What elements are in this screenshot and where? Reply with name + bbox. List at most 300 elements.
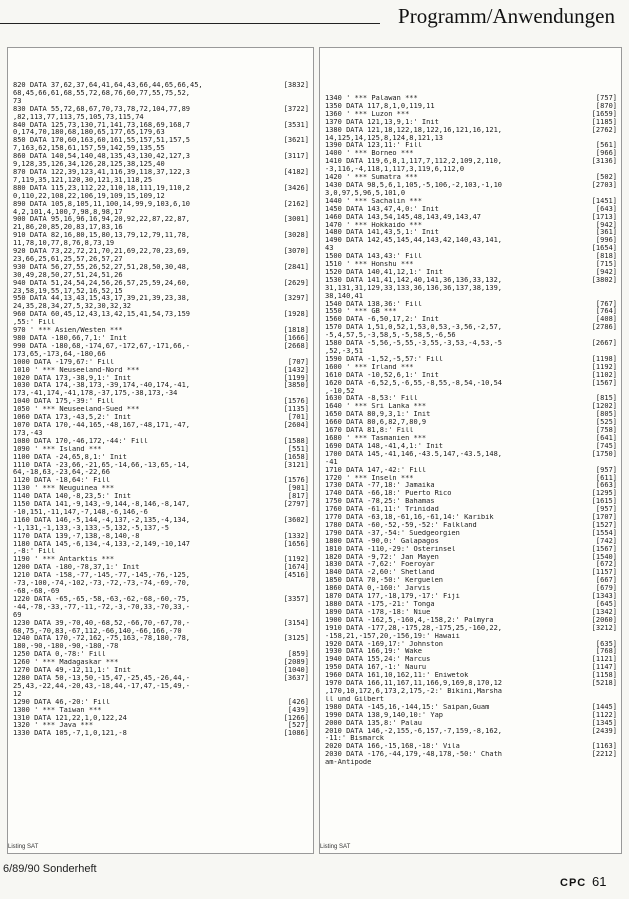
code-text: 1450 DATA 143,47,4,0:' Init: [325, 205, 439, 213]
listing-line: [325, 759, 617, 767]
checksum: [715]: [595, 260, 617, 269]
code-text: 830 DATA 55,72,68,67,70,73,78,72,104,77,89: [13, 105, 191, 113]
code-text: 1730 DATA -77,18:' Jamaika: [325, 482, 435, 490]
listing-line: [325, 561, 617, 569]
listing-line: [13, 635, 309, 643]
listing-line: [325, 237, 617, 245]
checksum: [1576]: [283, 397, 309, 406]
checksum: [3357]: [283, 594, 309, 603]
checksum: [525]: [595, 418, 617, 427]
listing-line: [325, 475, 617, 483]
listing-line: [325, 704, 617, 712]
listing-line: [325, 751, 617, 759]
checksum: [767]: [595, 299, 617, 308]
checksum: [5218]: [591, 679, 617, 688]
checksum: [1527]: [591, 520, 617, 529]
listing-line: [13, 691, 309, 699]
listing-line: [325, 459, 617, 467]
listing-line: [13, 651, 309, 659]
code-text: 1040 DATA 175,-39:' Fill: [13, 398, 115, 406]
code-text: 7,163,62,158,61,157,59,142,59,135,55: [13, 145, 165, 153]
listing-line: [325, 301, 617, 309]
listing-line: [325, 577, 617, 585]
code-text: 1910 DATA -177,28,-175,28,-175,25,-160,22,: [325, 624, 503, 632]
code-text: 1210 DATA -158,-77,-145,-77,-145,-76,-125,: [13, 572, 191, 580]
code-text: 1590 DATA -1,52,-5,57:' Fill: [325, 355, 444, 363]
checksum: [672]: [595, 560, 617, 569]
code-text: 1510 ' *** Honshu ***: [325, 261, 414, 269]
checksum: [1818]: [283, 326, 309, 335]
code-text: 2010 DATA 146,-2,155,-6,157,-7,159,-8,162,: [325, 727, 503, 735]
code-text: 1930 DATA 166,19:' Wake: [325, 648, 422, 656]
code-text: 1900 DATA -162,5,-160,4,-158,2:' Palmyra: [325, 616, 494, 624]
code-text: 0,174,70,180,68,180,65,177,65,179,63: [13, 129, 165, 137]
code-text: 950 DATA 44,13,43,15,43,17,39,21,39,23,38,: [13, 295, 191, 303]
checksum: [2841]: [283, 262, 309, 271]
checksum: [1086]: [283, 729, 309, 738]
code-text: 1350 DATA 117,8,1,0,119,11: [325, 102, 435, 110]
checksum: [870]: [595, 101, 617, 110]
code-text: 910 DATA 82,16,80,15,80,13,79,12,79,11,78,: [13, 232, 191, 240]
listing-line: [13, 707, 309, 715]
code-text: 1370 DATA 121,13,9,1:' Init: [325, 118, 439, 126]
code-text: 73: [13, 97, 22, 105]
code-text: 1860 DATA 0,-160:' Jarvis: [325, 585, 431, 593]
code-text: 1820 DATA -9,72:' Jan Mayen: [325, 553, 439, 561]
listing-line: [13, 169, 309, 177]
code-text: 1190 ' *** Antarktis ***: [13, 556, 115, 564]
code-text: 1320 ' *** Java ***: [13, 722, 94, 730]
code-text: -68,-68,-69: [13, 588, 60, 595]
checksum: [1163]: [591, 742, 617, 751]
code-text: 880 DATA 115,23,112,22,110,18,111,19,110,2: [13, 184, 191, 192]
listing-line: [13, 390, 309, 398]
checksum: [3621]: [283, 136, 309, 145]
checksum: [1332]: [283, 531, 309, 540]
listing-line: [325, 633, 617, 641]
checksum: [707]: [287, 357, 309, 366]
checksum: [667]: [595, 576, 617, 585]
listing-line: [325, 530, 617, 538]
checksum: [1102]: [591, 370, 617, 379]
code-text: 1880 DATA -175,-21:' Tonga: [325, 601, 435, 608]
listing-line: [13, 699, 309, 707]
listing-line: [325, 498, 617, 506]
listing-line: [13, 493, 309, 501]
listing-panel-right: [319, 47, 622, 854]
listing-line: [325, 95, 617, 103]
code-text: 1150 DATA 141,-9,143,-9,144,-8,146,-8,147,: [13, 501, 191, 509]
code-text: 1520 DATA 140,41,12,1:' Init: [325, 268, 444, 276]
listing-line: [325, 364, 617, 372]
code-text: 31,131,31,129,33,133,36,136,36,137,38,139,: [325, 284, 503, 292]
code-text: 7,119,35,121,120,30,121,31,118,25: [13, 176, 153, 184]
section-title: Programm/Anwendungen: [398, 4, 615, 28]
code-text: 1410 DATA 119,6,8,1,117,7,112,2,109,2,110,: [325, 158, 503, 166]
listing-line: [325, 135, 617, 143]
checksum: [1713]: [591, 212, 617, 221]
page-number: 61: [592, 874, 607, 889]
listing-line: [325, 316, 617, 324]
checksum: [1266]: [283, 713, 309, 722]
listing-line: [325, 229, 617, 237]
code-text: 1530 DATA 141,41,142,40,141,36,136,33,132,: [325, 276, 503, 284]
checksum: [3297]: [283, 294, 309, 303]
checksum: [3426]: [283, 183, 309, 192]
listing-line: [13, 359, 309, 367]
listing-line: [325, 506, 617, 514]
listing-line: [13, 485, 309, 493]
checksum: [1135]: [283, 405, 309, 414]
listing-line: [13, 556, 309, 564]
checksum: [1199]: [283, 373, 309, 382]
code-text: 1700 DATA 145,-41,146,-43.5,147,-43.5,148,: [325, 450, 503, 458]
listing-line: [13, 232, 309, 240]
issue-label: 6/89/90 Sonderheft: [3, 863, 97, 875]
code-listing-right: [325, 95, 617, 767]
listing-line: [13, 224, 309, 232]
code-text: 970 ' *** Asien/Westen ***: [13, 327, 123, 335]
code-text: 820 DATA 37,62,37,64,41,64,43,66,44,65,66,45,: [13, 82, 203, 89]
listing-line: [325, 720, 617, 728]
code-text: 980 DATA -180,66,7,1:' Init: [13, 335, 127, 342]
magazine-brand: CPC: [560, 877, 587, 889]
code-text: 1380 DATA 121,18,122,18,122,16,121,16,121,: [325, 126, 503, 134]
listing-line: [13, 667, 309, 675]
listing-line: [13, 446, 309, 454]
listing-line: [13, 454, 309, 462]
listing-line: [325, 222, 617, 230]
code-text: ,-10,52: [325, 387, 355, 395]
code-text: 1090 ' *** Island ***: [13, 445, 102, 453]
listing-line: [13, 98, 309, 106]
listing-line: [13, 280, 309, 288]
checksum: [2162]: [283, 199, 309, 208]
code-text: 1550 ' *** GB ***: [325, 308, 397, 316]
code-text: 1610 DATA -10,52,6,1:' Init: [325, 371, 439, 379]
code-text: -3,116,-4,118,1,117,3,119,6,112,0: [325, 166, 465, 174]
checksum: [1343]: [591, 592, 617, 601]
checksum: [1554]: [591, 528, 617, 537]
checksum: [805]: [595, 410, 617, 419]
code-text: 920 DATA 73,22,72,21,70,21,69,22,70,23,69,: [13, 248, 191, 256]
code-text: -10,151,-11,147,-7,148,-6,146,-6: [13, 508, 148, 516]
code-text: 1760 DATA -61,11:' Trinidad: [325, 506, 439, 514]
code-text: 1070 DATA 170,-44,165,-48,167,-48,171,-47,: [13, 421, 191, 429]
code-text: 1660 DATA 80,6,82,7,80,9: [325, 419, 427, 427]
checksum: [757]: [595, 94, 617, 102]
checksum: [1567]: [591, 544, 617, 553]
listing-line: [325, 688, 617, 696]
listing-line: [13, 469, 309, 477]
checksum: [1588]: [283, 436, 309, 445]
code-text: 1140 DATA 140,-8,23,5:' Init: [13, 493, 132, 501]
code-text: 1240 DATA 170,-72,162,-75,163,-78,180,-78,: [13, 635, 191, 643]
listing-line: [325, 103, 617, 111]
code-text: 1670 DATA 81,8:' Fill: [325, 427, 414, 435]
listing-line: [13, 477, 309, 485]
checksum: [439]: [287, 705, 309, 714]
code-text: 1170 DATA 139,-7,138,-8,140,-8: [13, 532, 140, 540]
checksum: [561]: [595, 141, 617, 150]
listing-line: [13, 90, 309, 98]
listing-line: [325, 190, 617, 198]
checksum: [426]: [287, 697, 309, 706]
listing-line: [13, 216, 309, 224]
listing-line: [325, 214, 617, 222]
listing-line: [13, 193, 309, 201]
listing-line: [325, 127, 617, 135]
checksum: [966]: [595, 149, 617, 158]
listing-line: [325, 206, 617, 214]
listing-line: [325, 111, 617, 119]
listing-line: [325, 285, 617, 293]
code-text: 68,75,-70,83,-67,112,-66,140,-66,166,-70: [13, 627, 182, 635]
listing-label-left: Listing SAT: [8, 844, 39, 850]
checksum: [643]: [595, 204, 617, 213]
code-text: 24,35,28,34,27,5,32,30,32,32: [13, 303, 132, 311]
listing-line: [325, 324, 617, 332]
checksum: [1192]: [591, 362, 617, 371]
listing-line: [13, 730, 309, 738]
checksum: [1158]: [591, 671, 617, 680]
code-text: ll und Gilbert: [325, 695, 385, 703]
checksum: [2439]: [591, 726, 617, 735]
listing-line: [13, 580, 309, 588]
checksum: [1707]: [591, 513, 617, 522]
code-text: 1870 DATA 177,-18,179,-17:' Fiji: [325, 593, 460, 601]
code-text: am-Antipode: [325, 759, 372, 767]
code-text: 1120 DATA -18,64:' Fill: [13, 477, 110, 485]
code-text: 1780 DATA -60,-52,-59,-52:' Falkland: [325, 521, 477, 529]
code-text: 1960 DATA 161,10,162,11:' Eniwetok: [325, 672, 469, 680]
listing-line: [325, 182, 617, 190]
listing-line: [13, 209, 309, 217]
listing-line: [13, 288, 309, 296]
code-text: 1620 DATA -6,52,5,-6,55,-8,55,-8,54,-10,54: [325, 379, 503, 387]
code-text: 1850 DATA 70,-50:' Kerguelen: [325, 577, 444, 585]
checksum: [3832]: [283, 81, 309, 89]
checksum: [957]: [595, 505, 617, 514]
checksum: [1345]: [591, 718, 617, 727]
listing-line: [13, 572, 309, 580]
code-text: 1180 DATA 145,-6,134,-4,133,-2,149,-10,147: [13, 540, 191, 548]
listing-line: [325, 467, 617, 475]
listing-line: [325, 735, 617, 743]
listing-line: [13, 509, 309, 517]
checksum: [3121]: [283, 460, 309, 469]
listing-line: [325, 728, 617, 736]
listing-line: [325, 411, 617, 419]
code-text: 1970 DATA 166,11,167,11,166,9,169,8,170,12: [325, 680, 503, 688]
code-text: 173,-43: [13, 429, 43, 437]
listing-line: [13, 422, 309, 430]
checksum: [3212]: [591, 623, 617, 632]
listing-line: [13, 525, 309, 533]
code-text: -41: [325, 458, 338, 466]
listing-line: [13, 382, 309, 390]
code-text: 870 DATA 122,39,123,41,116,39,118,37,122,3: [13, 168, 191, 176]
checksum: [551]: [287, 444, 309, 453]
code-text: 1360 ' *** Luzon ***: [325, 110, 410, 118]
code-text: 4,2,101,4,100,7,98,8,98,17: [13, 208, 123, 216]
listing-line: [13, 501, 309, 509]
code-text: 900 DATA 95,16,96,16,94,20,92,22,87,22,87,: [13, 216, 191, 224]
listing-line: [325, 672, 617, 680]
code-text: 1740 DATA -66,18:' Puerto Rico: [325, 490, 452, 498]
listing-line: [13, 114, 309, 122]
checksum: [2668]: [283, 341, 309, 350]
listing-line: [325, 261, 617, 269]
checksum: [1928]: [283, 310, 309, 319]
code-text: 1300 ' *** Taiwan ***: [13, 706, 102, 714]
code-text: ,52,-3,51: [325, 348, 363, 355]
checksum: [815]: [595, 394, 617, 403]
listing-line: [13, 533, 309, 541]
listing-line: [13, 722, 309, 730]
code-text: ,-8:' Fill: [13, 548, 56, 556]
code-text: 1280 DATA 50,-13,50,-15,47,-25,45,-26,44,-: [13, 674, 191, 682]
checksum: [1540]: [591, 552, 617, 561]
listing-panel-left: [7, 47, 314, 854]
code-text: 940 DATA 51,24,54,24,56,26,57,25,59,24,60,: [13, 279, 191, 287]
checksum: [745]: [595, 441, 617, 450]
listing-line: [325, 569, 617, 577]
code-text: 2020 DATA 166,-15,168,-18:' Vila: [325, 743, 460, 751]
checksum: [1192]: [283, 555, 309, 564]
checksum: [3125]: [283, 634, 309, 643]
code-text: 1310 DATA 121,22,1,0,122,24: [13, 714, 127, 722]
listing-line: [325, 656, 617, 664]
listing-line: [325, 435, 617, 443]
checksum: [1040]: [283, 666, 309, 675]
code-text: 1060 DATA 173,-43,5,2:' Init: [13, 414, 132, 422]
listing-line: [325, 443, 617, 451]
code-text: 1490 DATA 142,45,145,44,143,42,140,43,141,: [325, 237, 503, 245]
listing-line: [13, 414, 309, 422]
code-text: 1080 DATA 170,-46,172,-44:' Fill: [13, 437, 148, 445]
code-text: 1720 ' *** Inseln ***: [325, 474, 414, 482]
listing-line: [13, 683, 309, 691]
checksum: [2667]: [591, 339, 617, 348]
checksum: [859]: [287, 650, 309, 659]
code-text: 990 DATA -180,68,-174,67,-172,67,-171,66,-: [13, 342, 191, 350]
checksum: [3028]: [283, 231, 309, 240]
code-text: -158,21,-157,20,-156,19:' Hawaii: [325, 632, 460, 640]
code-text: 1750 DATA -78,25:' Bahamas: [325, 498, 435, 506]
code-text: -1,131,-1,133,-3,133,-5,132,-5,137,-5: [13, 524, 169, 532]
code-text: 1110 DATA -23,66,-21,65,-14,66,-13,65,-14,: [13, 461, 191, 469]
listing-line: [13, 398, 309, 406]
checksum: [758]: [595, 426, 617, 435]
listing-line: [325, 142, 617, 150]
listing-line: [13, 145, 309, 153]
listing-line: [13, 201, 309, 209]
checksum: [742]: [595, 536, 617, 545]
checksum: [1202]: [591, 402, 617, 411]
code-text: 1270 DATA 49,-12,11,1:' Init: [13, 667, 132, 675]
listing-line: [325, 490, 617, 498]
code-text: 1390 DATA 123,11:' Fill: [325, 142, 422, 150]
listing-line: [325, 427, 617, 435]
listing-line: [325, 648, 617, 656]
listing-line: [13, 106, 309, 114]
code-text: 14,125,14,125,8,124,8,121,13: [325, 134, 444, 142]
checksum: [1576]: [283, 476, 309, 485]
checksum: [1198]: [591, 354, 617, 363]
checksum: [2629]: [283, 278, 309, 287]
listing-line: [325, 403, 617, 411]
listing-line: [325, 380, 617, 388]
code-text: 1250 DATA 0,-78:' Fill: [13, 651, 106, 659]
code-text: 1800 DATA -90,0:' Galapagos: [325, 537, 439, 545]
code-text: 1340 ' *** Palawan ***: [325, 95, 418, 102]
checksum: [818]: [595, 252, 617, 261]
listing-line: [13, 272, 309, 280]
listing-line: [13, 351, 309, 359]
code-text: 1840 DATA -2,60:' Shetland: [325, 569, 435, 577]
code-text: 1430 DATA 98,5,6,1,105,-5,106,-2,103,-1,10: [325, 181, 503, 189]
listing-line: [13, 129, 309, 137]
listing-label-right: Listing SAT: [320, 844, 351, 850]
code-text: 850 DATA 170,60,163,60,161,55,157,51,157,5: [13, 137, 191, 145]
listing-line: [13, 548, 309, 556]
checksum: [2762]: [591, 125, 617, 134]
listing-line: [325, 514, 617, 522]
listing-line: [325, 585, 617, 593]
listing-line: [13, 82, 309, 90]
checksum: [3850]: [283, 381, 309, 390]
code-text: 1010 ' *** Neuseeland-Nord ***: [13, 366, 140, 374]
code-text: 1050 ' *** Neuseeland-Sued ***: [13, 406, 140, 414]
listing-line: [325, 119, 617, 127]
checksum: [942]: [595, 267, 617, 276]
checksum: [1121]: [591, 655, 617, 664]
listing-line: [325, 158, 617, 166]
code-text: 11,78,10,77,8,76,8,73,19: [13, 240, 115, 248]
listing-line: [325, 166, 617, 174]
listing-line: [13, 161, 309, 169]
code-text: 173,65,-173,64,-180,66: [13, 350, 106, 358]
code-text: 1030 DATA 174,-38,173,-39,174,-40,174,-41,: [13, 382, 191, 390]
code-text: 23,58,19,55,17,52,16,52,15: [13, 287, 123, 295]
checksum: [1147]: [591, 663, 617, 672]
code-text: 21,86,20,85,20,83,17,83,16: [13, 224, 123, 232]
listing-line: [325, 395, 617, 403]
code-text: 1650 DATA 80,9,3,1:' Init: [325, 411, 431, 419]
listing-line: [325, 664, 617, 672]
listing-line: [13, 256, 309, 264]
code-text: 1710 DATA 147,-42:' Fill: [325, 466, 427, 474]
listing-line: [13, 185, 309, 193]
code-text: 2030 DATA -176,-44,179,-48,178,-50:' Chath: [325, 751, 503, 759]
code-text: 1560 DATA -6,50,17,2:' Init: [325, 316, 439, 324]
listing-line: [13, 375, 309, 383]
listing-line: [325, 554, 617, 562]
code-text: 1470 ' *** Hokkaido ***: [325, 221, 422, 229]
listing-line: [325, 482, 617, 490]
listing-line: [13, 153, 309, 161]
listing-line: [13, 517, 309, 525]
code-text: -11:' Bismarck: [325, 735, 385, 743]
listing-line: [325, 593, 617, 601]
checksum: [2786]: [591, 323, 617, 332]
checksum: [3136]: [591, 157, 617, 166]
checksum: [1654]: [591, 244, 617, 253]
listing-line: [13, 430, 309, 438]
checksum: [1567]: [591, 378, 617, 387]
code-text: 69: [13, 611, 22, 619]
